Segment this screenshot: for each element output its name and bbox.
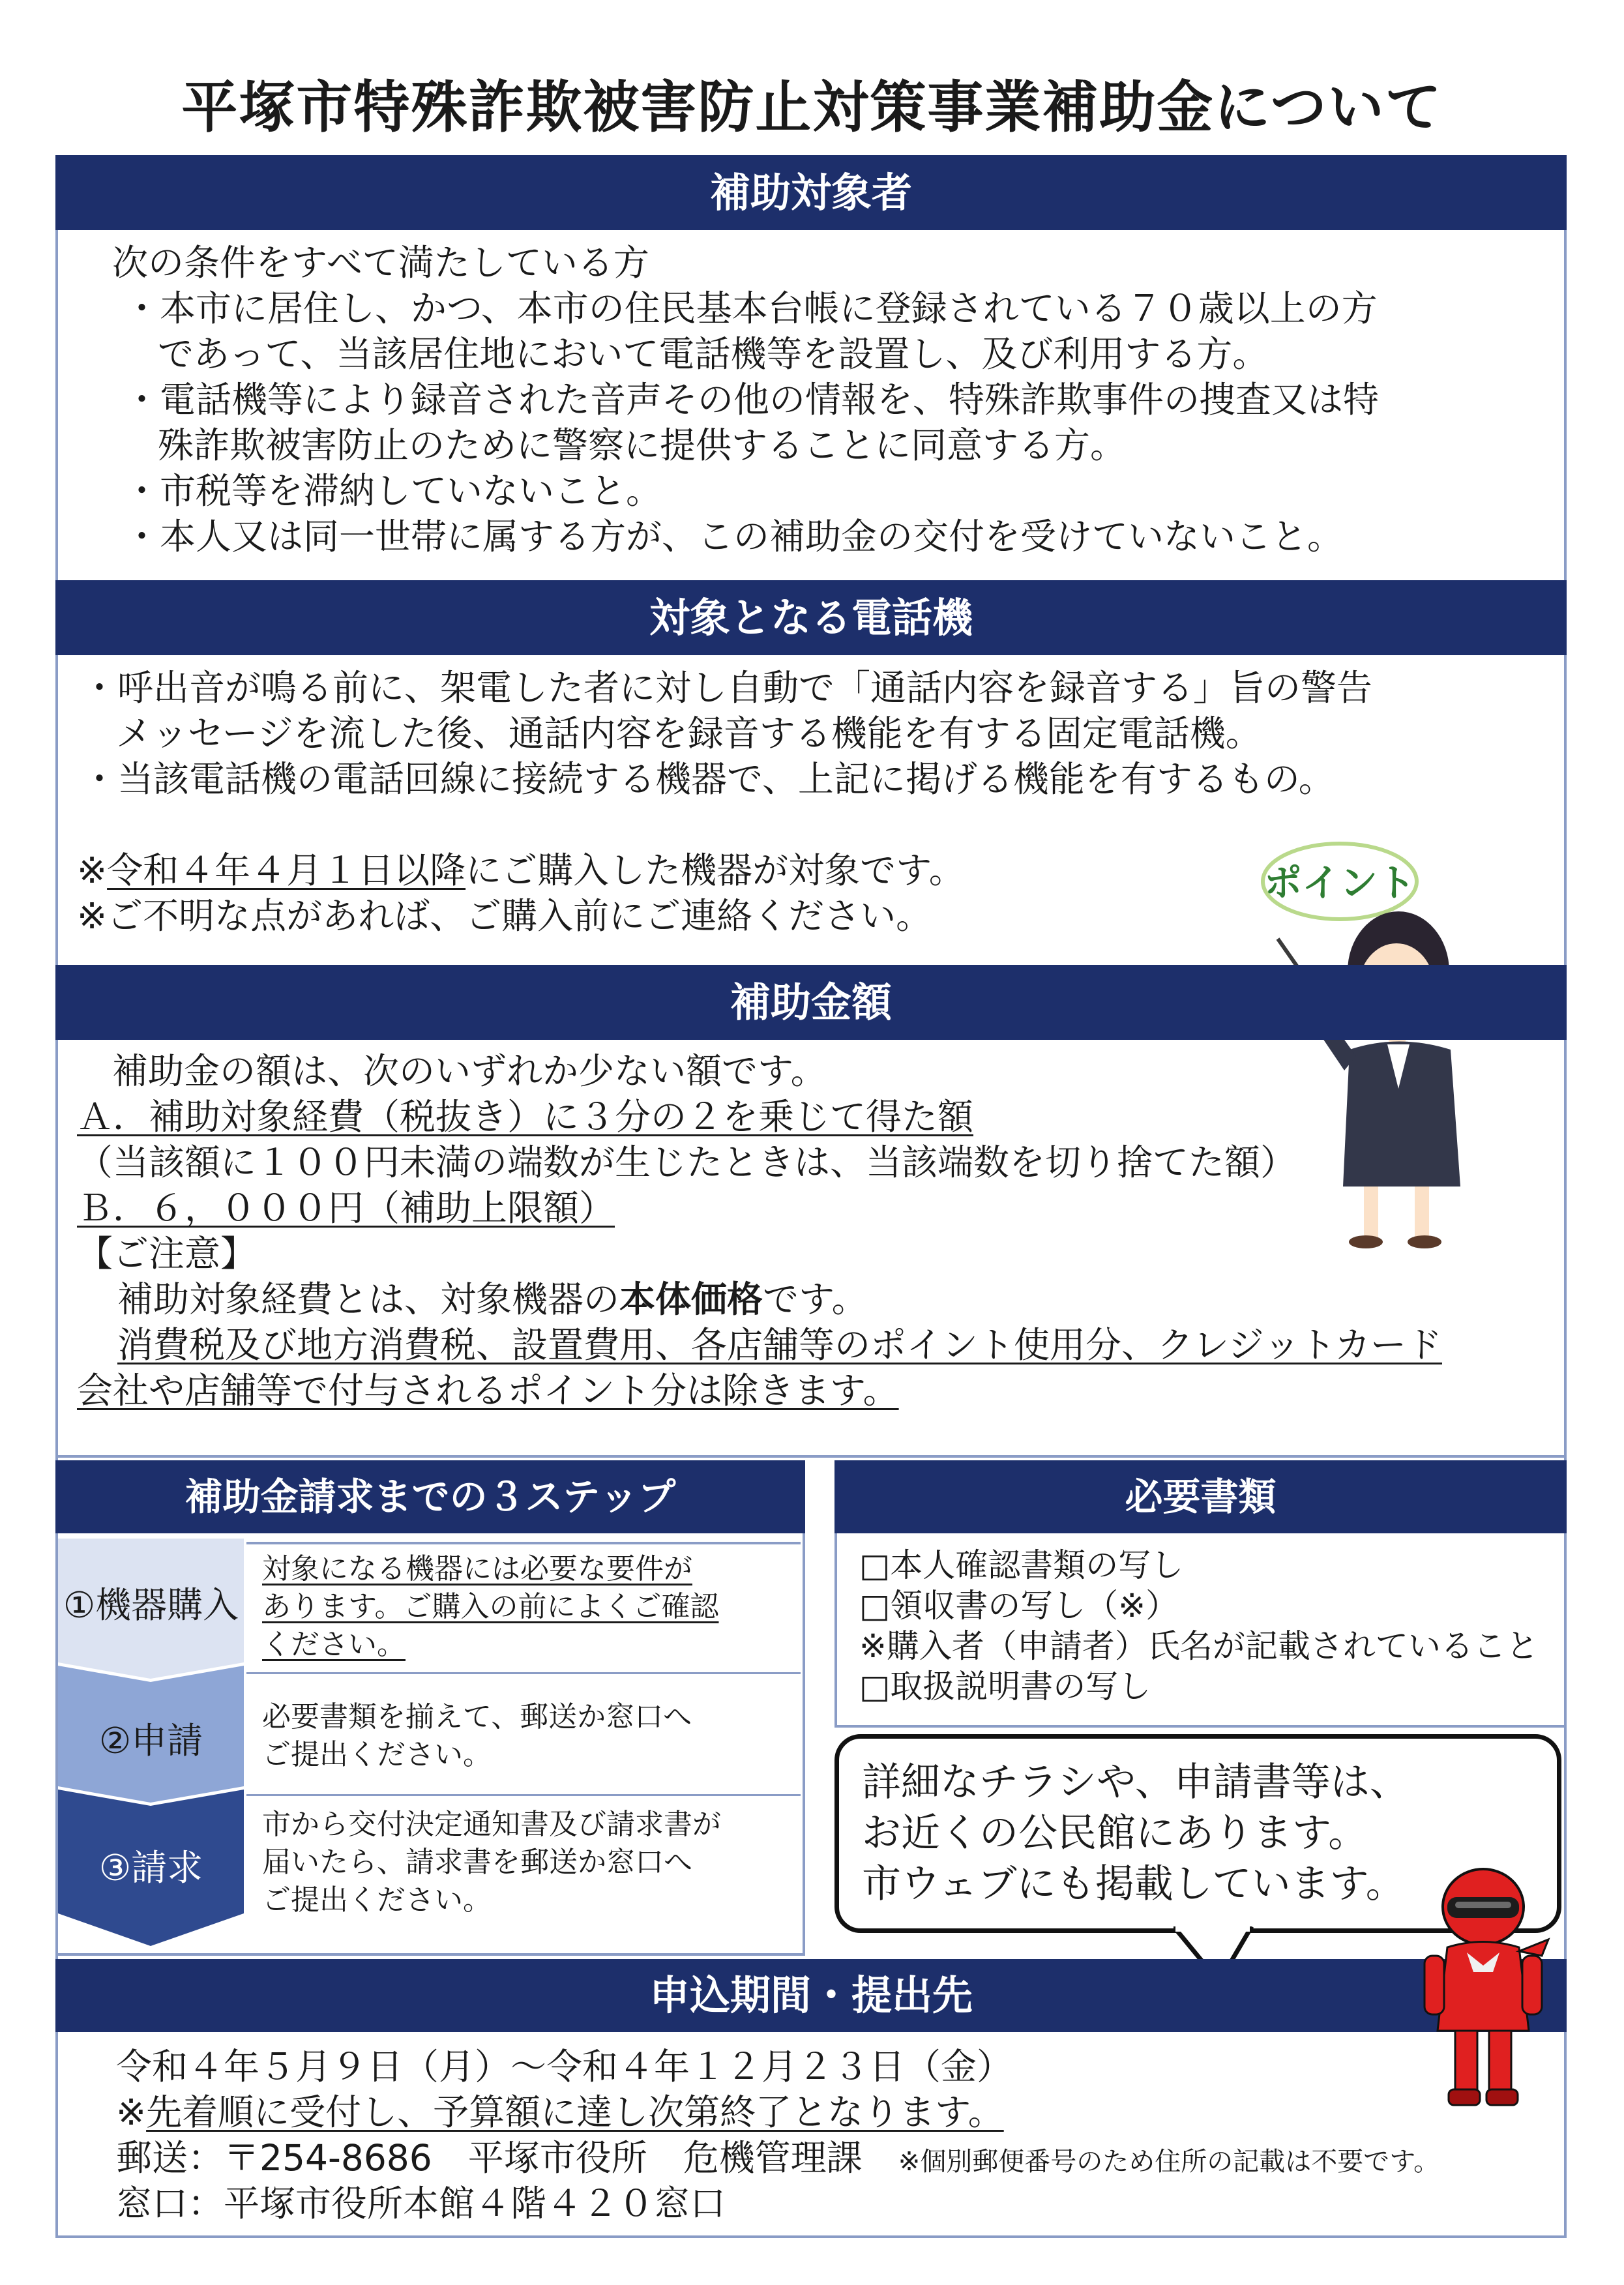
amount-caution-text: 補助対象経費とは、対象機器の本体価格です。 [117, 1278, 868, 1320]
amount-exclusion: 会社や店舗等で付与されるポイント分は除きます。 [77, 1370, 899, 1411]
application-period: 令和４年５月９日（月）～令和４年１２月２３日（金） [116, 2046, 1013, 2087]
step-divider [246, 1542, 801, 1544]
amount-caution-label: 【ご注意】 [77, 1233, 257, 1275]
document-item: □領収書の写し（※） [859, 1587, 1179, 1625]
amount-header: 補助金額 [55, 965, 1567, 1040]
step-label-claim: ③請求 [98, 1846, 203, 1889]
document-note: ※購入者（申請者）氏名が記載されていること [859, 1627, 1539, 1665]
phones-item: メッセージを流した後、通話内容を録音する機能を有する固定電話機。 [116, 713, 1262, 754]
amount-intro: 補助金の額は、次のいずれか少ない額です。 [112, 1050, 827, 1092]
step-text: 市から交付決定通知書及び請求書が [262, 1808, 721, 1841]
amount-option-a-note: （当該額に１００円未満の端数が生じたときは、当該端数を切り捨てた額） [77, 1142, 1297, 1183]
bubble-text: 詳細なチラシや、申請書等は、 [862, 1760, 1409, 1805]
application-counter: 窓口：平塚市役所本館４階４２０窓口 [116, 2183, 726, 2224]
phones-note-contact: ※ご不明な点があれば、ご購入前にご連絡ください。 [77, 895, 932, 937]
documents-header: 必要書類 [834, 1460, 1567, 1533]
amount-option-a: Ａ．補助対象経費（税抜き）に３分の２を乗じて得た額 [77, 1096, 974, 1138]
page-title: 平塚市特殊詐欺被害防止対策事業補助金について [181, 75, 1443, 140]
eligibility-item: であって、当該居住地において電話機等を設置し、及び利用する方。 [158, 333, 1269, 375]
amount-option-b: Ｂ．６，０００円（補助上限額） [77, 1187, 615, 1229]
section-divider [55, 1455, 1567, 1458]
step-text: あります。ご購入の前によくご確認 [262, 1590, 719, 1623]
step-text: ください。 [262, 1628, 406, 1661]
eligibility-header: 補助対象者 [55, 155, 1567, 230]
step-divider [246, 1672, 801, 1674]
application-mail: 郵送：〒254-8686 平塚市役所 危機管理課 ※個別郵便番号のため住所の記載は不要です。 [116, 2137, 1440, 2179]
eligibility-item: 殊詐欺被害防止のために警察に提供することに同意する方。 [158, 424, 1127, 466]
step-text: 対象になる機器には必要な要件が [262, 1552, 692, 1585]
step-text: ご提出ください。 [262, 1883, 492, 1917]
application-first-come: ※先着順に受付し、予算額に達し次第終了となります。 [116, 2091, 1004, 2133]
phones-note-purchase-date: ※令和４年４月１日以降にご購入した機器が対象です。 [77, 849, 965, 891]
step-label-purchase: ①機器購入 [63, 1584, 239, 1626]
pointing-woman-illustration [1226, 841, 1499, 1265]
eligibility-item: ・本人又は同一世帯に属する方が、この補助金の交付を受けていないこと。 [124, 516, 1344, 557]
eligibility-item: ・本市に居住し、かつ、本市の住民基本台帳に登録されている７０歳以上の方 [124, 287, 1378, 329]
red-hero-illustration [1408, 1868, 1558, 2115]
amount-exclusion: 消費税及び地方消費税、設置費用、各店舗等のポイント使用分、クレジットカード [117, 1324, 1442, 1366]
step-divider [246, 1794, 801, 1796]
eligibility-intro: 次の条件をすべて満たしている方 [112, 242, 649, 284]
phones-item: ・当該電話機の電話回線に接続する機器で、上記に掲げる機能を有するもの。 [81, 758, 1335, 800]
phones-header: 対象となる電話機 [55, 580, 1567, 655]
steps-header: 補助金請求までの３ステップ [55, 1460, 805, 1533]
step-text: 必要書類を揃えて、郵送か窓口へ [262, 1700, 692, 1733]
step-text: ご提出ください。 [262, 1738, 492, 1771]
eligibility-item: ・市税等を滞納していないこと。 [124, 470, 662, 512]
phones-item: ・呼出音が鳴る前に、架電した者に対し自動で「通話内容を録音する」旨の警告 [81, 667, 1373, 709]
bubble-text: お近くの公民館にあります。 [862, 1810, 1368, 1856]
eligibility-item: ・電話機等により録音された音声その他の情報を、特殊詐欺事件の捜査又は特 [124, 379, 1380, 420]
step-text: 届いたら、請求書を郵送か窓口へ [262, 1846, 692, 1879]
step-label-apply: ②申請 [98, 1719, 203, 1762]
application-header: 申込期間・提出先 [55, 1959, 1567, 2032]
bubble-text: 市ウェブにも掲載しています。 [862, 1861, 1405, 1907]
document-item: □取扱説明書の写し [859, 1668, 1151, 1705]
document-item: □本人確認書類の写し [859, 1546, 1184, 1584]
point-label: ポイント [1263, 861, 1416, 905]
